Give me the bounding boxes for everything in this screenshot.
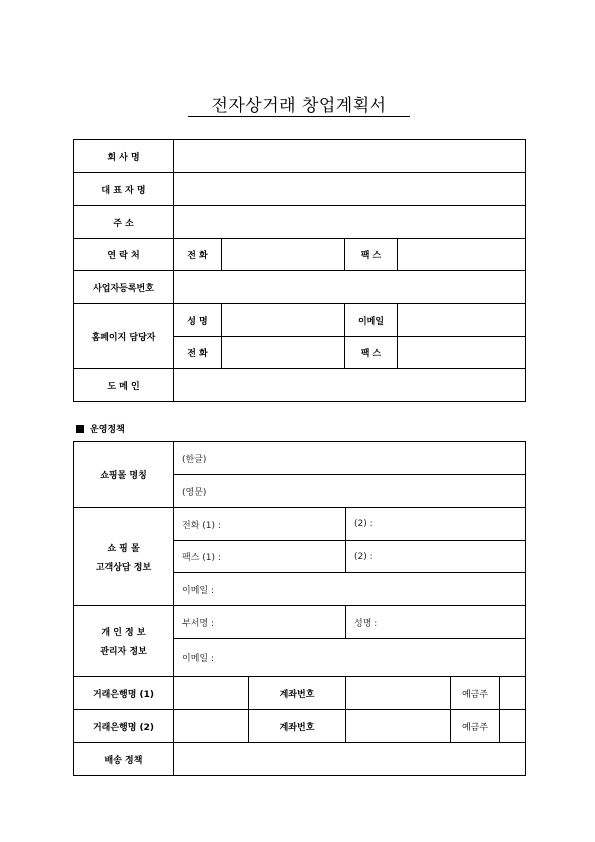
bank1-name-field[interactable] xyxy=(174,677,249,710)
privacy-label-line2: 관리자 정보 xyxy=(100,647,147,657)
privacy-email-field[interactable]: 이메일 : xyxy=(174,639,526,677)
bank1-account-field[interactable] xyxy=(346,677,451,710)
operations-table xyxy=(73,441,526,776)
bank1-holder-label: 예금주 xyxy=(451,677,500,709)
mall-name-english-field[interactable]: (영문) xyxy=(174,475,526,508)
bank1-account-label: 계좌번호 xyxy=(249,677,346,710)
privacy-name-field[interactable]: 성명 : xyxy=(346,606,526,639)
bank1-holder-field[interactable] xyxy=(500,677,525,709)
hp-fax-field[interactable] xyxy=(398,337,526,369)
contact-phone-field[interactable] xyxy=(222,239,345,271)
bank2-holder-field[interactable] xyxy=(500,710,525,742)
section-heading-operations xyxy=(76,422,125,435)
ceo-name-field[interactable] xyxy=(174,173,526,206)
hp-email-label: 이메일 xyxy=(345,304,398,337)
bank1-label: 거래은행명 (1) xyxy=(74,677,174,710)
cs-label-line1: 쇼 핑 몰 xyxy=(107,543,140,554)
hp-phone-field[interactable] xyxy=(222,337,345,369)
bank2-holder-cell xyxy=(451,710,526,743)
cs-fax1-field[interactable]: 팩스 (1) : xyxy=(174,541,346,573)
address-label: 주 소 xyxy=(74,206,174,239)
customer-service-label xyxy=(74,508,174,606)
hp-fax-label: 팩 스 xyxy=(345,337,398,369)
bank2-holder-label: 예금주 xyxy=(451,710,500,742)
cs-label-line2: 고객상담 정보 xyxy=(95,562,152,573)
bizno-label: 사업자등록번호 xyxy=(74,271,174,304)
homepage-manager-label: 홈페이지 담당자 xyxy=(74,304,174,369)
domain-label: 도 메 인 xyxy=(74,369,174,402)
hp-name-label: 성 명 xyxy=(174,304,222,337)
shipping-policy-field[interactable] xyxy=(174,743,526,776)
domain-field[interactable] xyxy=(174,369,526,402)
bank2-name-field[interactable] xyxy=(174,710,249,743)
bank2-label: 거래은행명 (2) xyxy=(74,710,174,743)
title-underline xyxy=(188,116,410,117)
contact-phone-label: 전 화 xyxy=(174,239,222,271)
cs-phone1-field[interactable]: 전화 (1) : xyxy=(174,508,346,541)
contact-fax-field[interactable] xyxy=(398,239,526,271)
hp-email-field[interactable] xyxy=(398,304,526,337)
square-bullet-icon xyxy=(76,425,84,433)
company-name-field[interactable] xyxy=(174,140,526,173)
cs-fax2-field[interactable]: (2) : xyxy=(346,541,526,573)
privacy-label-line1: 개 인 정 보 xyxy=(101,628,146,638)
privacy-manager-label xyxy=(74,606,174,677)
cs-email-field[interactable]: 이메일 : xyxy=(174,573,526,606)
ceo-name-label: 대 표 자 명 xyxy=(74,173,174,206)
address-field[interactable] xyxy=(174,206,526,239)
privacy-dept-field[interactable]: 부서명 : xyxy=(174,606,346,639)
company-info-table xyxy=(73,139,526,402)
shipping-policy-label: 배송 정책 xyxy=(74,743,174,776)
mall-name-korean-field[interactable]: (한글) xyxy=(174,442,526,475)
bank2-account-field[interactable] xyxy=(346,710,451,743)
mall-name-label: 쇼핑몰 명칭 xyxy=(74,442,174,508)
bank2-account-label: 계좌번호 xyxy=(249,710,346,743)
contact-fax-label: 팩 스 xyxy=(345,239,398,271)
company-name-label: 회 사 명 xyxy=(74,140,174,173)
bizno-field[interactable] xyxy=(174,271,526,304)
document-title: 전자상거래 창업계획서 xyxy=(211,96,387,116)
hp-phone-label: 전 화 xyxy=(174,337,222,369)
cs-phone2-field[interactable]: (2) : xyxy=(346,508,526,541)
bank1-holder-cell xyxy=(451,677,526,710)
contact-label: 연 락 처 xyxy=(74,239,174,271)
section-title: 운영정책 xyxy=(90,425,125,435)
hp-name-field[interactable] xyxy=(222,304,345,337)
